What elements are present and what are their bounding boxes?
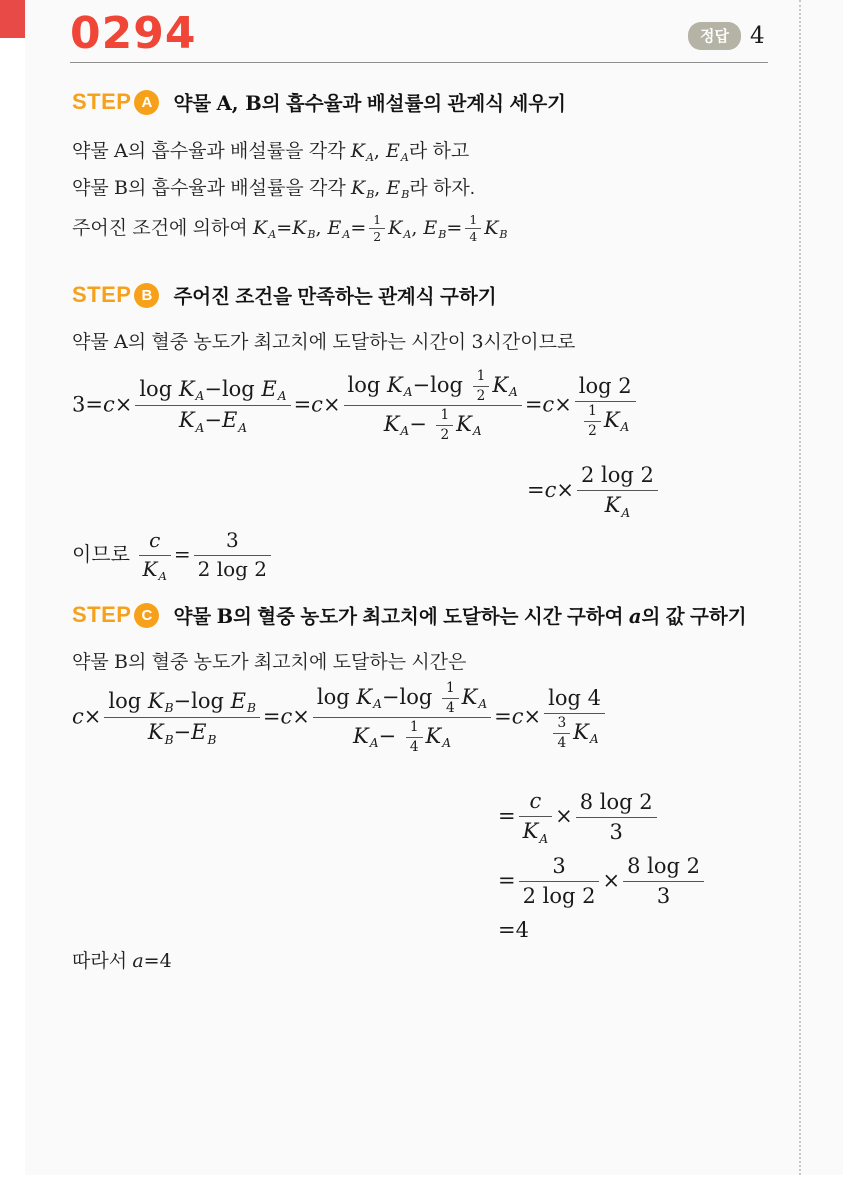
step-c-word: STEP: [72, 602, 132, 627]
answer-value: 4: [749, 23, 765, 49]
step-b-letter-icon: B: [134, 283, 159, 308]
problem-number: 0294: [70, 8, 197, 59]
step-c-heading: [72, 601, 747, 629]
answer-badge: 정답: [688, 22, 741, 50]
step-c-equation-main: c× $\frac{\log K_B-\log E_B}{K_B-E_B}$ =c× $\log K_A-\log$ $\frac{1}{4}$ $K_A$ $K_A-$ $\frac{1}{4}$ $K_A$ =c× log 4 $\frac{3}{4}$ $K_A$: [72, 680, 608, 756]
step-a-line-1: 약물 A의 흡수율과 배설률을 각각 $K_A$, $E_A$라 하고: [72, 140, 470, 164]
step-a-word: STEP: [72, 89, 132, 114]
step-b-title: 주어진 조건을 만족하는 관계식 구하기: [173, 286, 497, 308]
step-b-intro: 약물 A의 혈중 농도가 최고치에 도달하는 시간이 3시간이므로: [72, 331, 576, 353]
step-a-title: 약물 A, B의 흡수율과 배설률의 관계식 세우기: [173, 92, 566, 115]
step-c-intro: 약물 B의 혈중 농도가 최고치에 도달하는 시간은: [72, 651, 467, 673]
step-b-equation-main: 3=c× $\frac{\log K_A-\log E_A}{K_A-E_A}$ =c× $\log K_A-\log$ $\frac{1}{2}$ $K_A$ $K_A-$ $\frac{1}{2}$ $K_A$ =c× log 2 $\frac{1}{2}$ $K_A$: [72, 368, 639, 444]
header-rule: [70, 62, 768, 63]
step-a-line-3: 주어진 조건에 의하여 $K_A=K_B$, $E_A=$ $\frac{1}{2}$ $K_A$, $E_B=$ $\frac{1}{4}$ $K_B$: [72, 213, 508, 245]
page-divider-dotted-line: [799, 0, 801, 1175]
step-b-heading: [72, 281, 497, 309]
step-a-letter-icon: A: [134, 90, 159, 115]
step-c-title: 약물 B의 혈중 농도가 최고치에 도달하는 시간 구하여 a의 값 구하기: [173, 605, 747, 628]
step-c-equation-continued-3: =4: [498, 918, 529, 942]
corner-tab-marker: [0, 0, 25, 38]
step-a-heading: [72, 88, 566, 116]
step-c-equation-continued-1: = $\frac{c}{K_A}$ × $\frac{8 \log 2}{3}$: [498, 788, 660, 847]
step-b-word: STEP: [72, 282, 132, 307]
step-c-letter-icon: C: [134, 603, 159, 628]
step-b-result: 이므로 $\frac{c}{K_A}$ = $\frac{3}{2 \log 2}$: [72, 528, 274, 584]
conclusion-line: 따라서 a=4: [72, 950, 172, 972]
step-b-equation-continued: =c× $\frac{2 \log 2}{K_A}$: [527, 462, 661, 521]
step-c-equation-continued-2: = $\frac{3}{2 \log 2}$ × $\frac{8 \log 2}{3}$: [498, 853, 707, 911]
answer-area: [688, 22, 765, 50]
step-a-line-2: 약물 B의 흡수율과 배설률을 각각 $K_B$, $E_B$라 하자.: [72, 177, 475, 201]
